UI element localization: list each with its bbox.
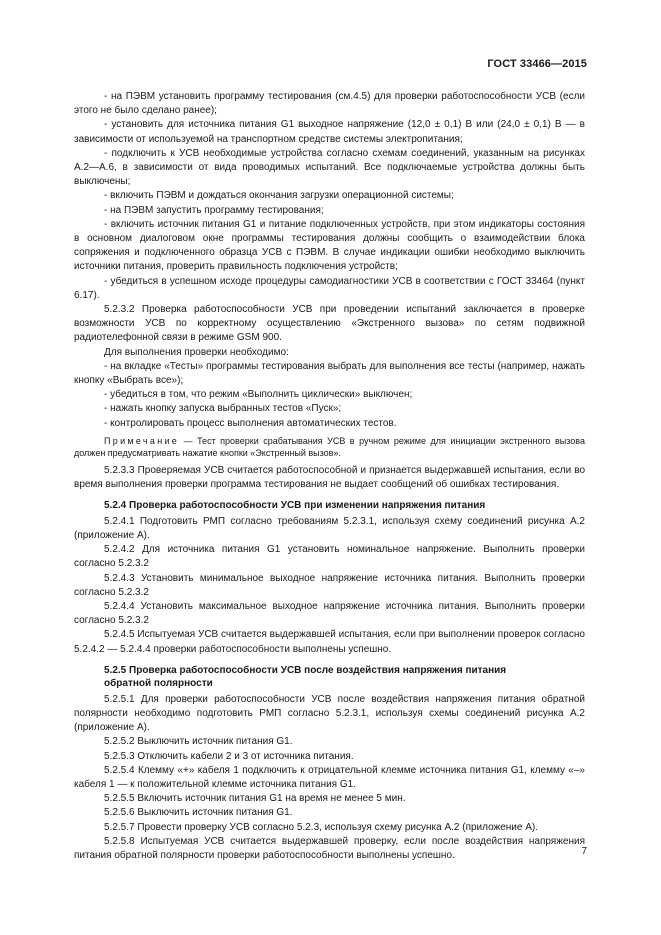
paragraph: - убедиться в успешном исходе процедуры самодиагностики УСВ в соответствии с ГОСТ 33464 (пункт 6.17). [74, 275, 585, 301]
paragraph: 5.2.4.4 Установить максимальное выходное напряжение источника питания. Выполнить проверки согласно 5.2.3.2 [74, 601, 585, 627]
paragraph: - включить ПЭВМ и дождаться окончания загрузки операционной системы; [104, 190, 454, 202]
paragraph: 5.2.4.1 Подготовить РМП согласно требованиям 5.2.3.1, используя схему соединений рисунка А.2 (приложение А). [74, 515, 585, 541]
document-body [74, 90, 585, 863]
paragraph: Для выполнения проверки необходимо: [104, 346, 289, 358]
note-text: — Тест проверки срабатывания УСВ в ручном режиме для инициации экстренного вызова должен предусматривать нажатие кнопки «Экстренный вызов». [74, 435, 585, 459]
paragraph: - включить источник питания G1 и питание подключенных устройств, при этом индикаторы состояния в основном диалоговом окне программы тестирования должны сообщить о взаимодействии блока сопряжения и подключенного образца УСВ с ПЭВМ. В случае индикации ошибки необходимо выключить источники питания, проверить правильность подключения устройств; [74, 218, 585, 273]
paragraph: 5.2.5.3 Отключить кабели 2 и 3 от источника питания. [104, 750, 354, 762]
paragraph: 5.2.5.8 Испытуемая УСВ считается выдержавшей проверку, если после воздействия напряжения питания обратной полярности проверки работоспособности выполнены успешно. [74, 835, 585, 862]
paragraph: - на ПЭВМ запустить программу тестирования; [104, 204, 324, 216]
paragraph: - на ПЭВМ установить программу тестирования (см.4.5) для проверки работоспособности УСВ (если этого не было сделано ранее); [74, 91, 585, 117]
standard-header: ГОСТ 33466—2015 [487, 58, 587, 70]
note [74, 435, 585, 460]
paragraph: 5.2.5.2 Выключить источник питания G1. [104, 736, 293, 748]
paragraph: 5.2.4.5 Испытуемая УСВ считается выдержавшей испытания, если при выполнении проверок согласно 5.2.4.2 — 5.2.4.4 проверки работоспособности выполнены успешно. [74, 629, 585, 655]
section-heading: 5.2.4 Проверка работоспособности УСВ при изменении напряжения питания [104, 500, 486, 512]
paragraph: 5.2.3.3 Проверяемая УСВ считается работоспособной и признается выдержавшей испытания, если во время выполнения проверки программа тестирования не выдает сообщений об ошибках тестирования. [74, 464, 585, 491]
note-label: Примечание [104, 435, 180, 446]
paragraph: 5.2.4.3 Установить минимальное выходное напряжение источника питания. Выполнить проверки согласно 5.2.3.2 [74, 572, 585, 598]
paragraph: 5.2.4.2 Для источника питания G1 установить номинальное напряжение. Выполнить проверки согласно 5.2.3.2 [74, 544, 585, 570]
paragraph: 5.2.5.7 Провести проверку УСВ согласно 5.2.3, используя схему рисунка А.2 (приложение А). [104, 821, 538, 833]
paragraph: 5.2.5.4 Клемму «+» кабеля 1 подключить к отрицательной клемме источника питания G1, клемму «–» кабеля 1 — к положительной клемме источника питания G1. [74, 764, 585, 791]
paragraph: 5.2.5.1 Для проверки работоспособности УСВ после воздействия напряжения питания обратной полярности необходимо подготовить РМП согласно 5.2.3.1, используя схемы соединений рисунка А.2 (приложение А). [74, 693, 585, 734]
paragraph: - подключить к УСВ необходимые устройства согласно схемам соединений, указанным на рисунках А.2—А.6, в зависимости от вида проводимых испытаний. Все подключаемые устройства должны быть выключены; [74, 147, 585, 188]
paragraph: 5.2.3.2 Проверка работоспособности УСВ при проведении испытаний заключается в проверке возможности УСВ по корректному осуществлению «Экстренного вызова» по сетям подвижной радиотелефонной связи в режиме GSM 900. [74, 304, 585, 344]
paragraph: - убедиться в том, что режим «Выполнить циклически» выключен; [104, 389, 413, 401]
page-number: 7 [581, 846, 587, 857]
section-heading-line: обратной полярности [104, 678, 213, 690]
section-heading-line: 5.2.5 Проверка работоспособности УСВ после воздействия напряжения питания [104, 664, 507, 676]
section-heading [74, 664, 585, 691]
paragraph: - нажать кнопку запуска выбранных тестов «Пуск»; [104, 403, 342, 415]
paragraph: - контролировать процесс выполнения автоматических тестов. [104, 417, 397, 429]
paragraph: 5.2.5.6 Выключить источник питания G1. [104, 807, 293, 819]
paragraph: 5.2.5.5 Включить источник питания G1 на время не менее 5 мин. [104, 793, 406, 805]
paragraph: - на вкладке «Тесты» программы тестирования выбрать для выполнения все тесты (например, нажать кнопку «Выбрать все»); [74, 360, 585, 387]
paragraph: - установить для источника питания G1 выходное напряжение (12,0 ± 0,1) В или (24,0 ± 0,1) В — в зависимости от используемой на транспортном средстве системы электропитания; [74, 119, 585, 145]
